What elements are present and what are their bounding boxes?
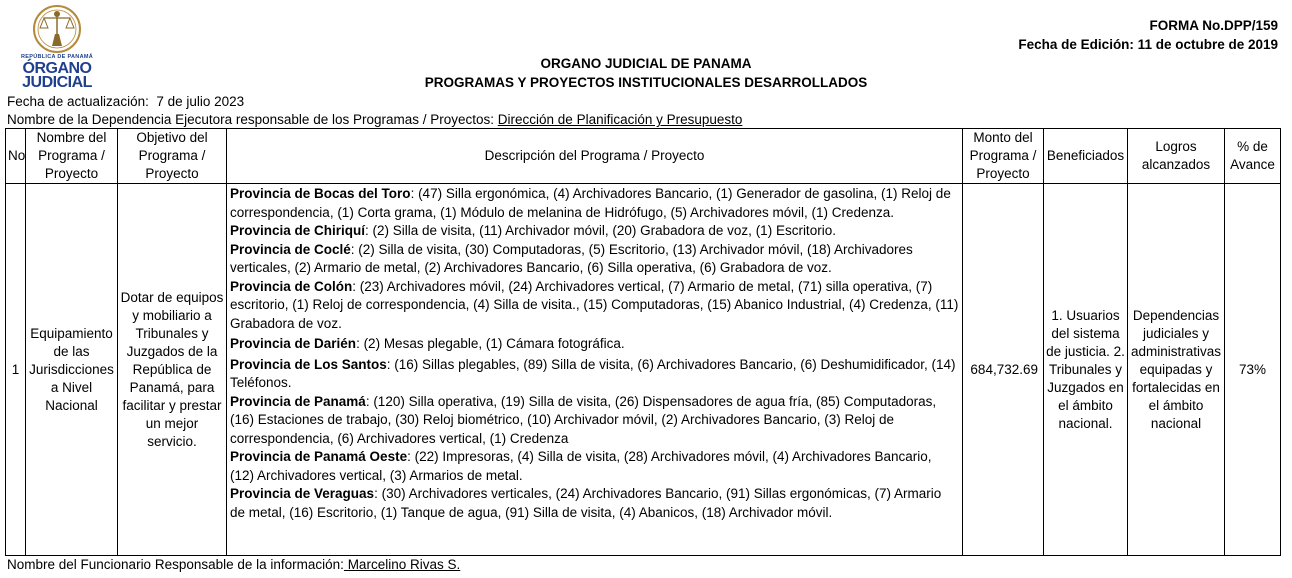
- province-name: Provincia de Bocas del Toro: [230, 186, 411, 201]
- form-number: FORMA No.DPP/159: [1149, 18, 1278, 33]
- province-entry: [230, 222, 959, 241]
- province-name: Provincia de Panamá Oeste: [230, 449, 408, 464]
- province-items: : (2) Mesas plegable, (1) Cámara fotográfica.: [356, 336, 625, 351]
- logo-small-text: REPÚBLICA DE PANAMÁ: [20, 54, 93, 60]
- update-date-line: [7, 94, 244, 109]
- cell-logros: Dependencias judiciales y administrativas equipadas y fortalecidas en el ámbito nacional: [1128, 184, 1225, 556]
- table-header-row: [6, 129, 1281, 184]
- province-items: : (23) Archivadores móvil, (24) Archivadores vertical, (7) Armario de metal, (71) silla operativa, (7) escritorio, (1) Reloj de correspondencia, (4) Silla de visita., (15) Computadoras, (15) Abanico Industrial, (4) Credenza, (11) Grabadora de voz.: [230, 278, 959, 331]
- province-items: : (22) Impresoras, (4) Silla de visita, (28) Archivadores móvil, (4) Archivadores Bancario, (12) Archivadores vertical, (3) Armarios de metal.: [230, 449, 932, 483]
- province-entry: [230, 278, 959, 334]
- cell-avance: 73%: [1225, 184, 1281, 556]
- responsible-label: Nombre del Funcionario Responsable de la información:: [7, 557, 344, 572]
- update-date-value: 7 de julio 2023: [156, 94, 245, 109]
- province-items: : (2) Silla de visita, (11) Archivador móvil, (20) Grabadora de voz, (1) Escritorio.: [365, 223, 836, 238]
- cell-objetivo: Dotar de equipos y mobiliario a Tribunales y Juzgados de la República de Panamá, para facilitar y prestar un mejor servicio.: [118, 184, 227, 556]
- province-name: Provincia de Los Santos: [230, 356, 387, 372]
- dependency-value: Dirección de Planificación y Presupuesto: [497, 112, 743, 127]
- table-row: [6, 184, 1281, 556]
- header-logros: Logros alcanzados: [1128, 129, 1225, 184]
- province-entry: [230, 393, 959, 449]
- province-items: : (120) Silla operativa, (19) Silla de visita, (26) Dispensadores de agua fría, (85) Computadoras, (16) Estaciones de trabajo, (30) Reloj biométrico, (10) Archivador móvil, (2) Archivadores Bancario, (3) Reloj de correspondencia, (6) Archivadores vertical, (1) Credenza: [230, 393, 937, 446]
- province-items: : (2) Silla de visita, (30) Computadoras, (5) Escritorio, (13) Archivador móvil, (18) Archivadores verticales, (2) Armario de metal, (2) Archivadores Bancario, (6) Silla operativa, (6) Grabadora de voz.: [230, 241, 913, 275]
- update-date-label: Fecha de actualización:: [7, 94, 149, 109]
- cell-nombre: Equipamiento de las Jurisdicciones a Nivel Nacional: [26, 184, 118, 556]
- province-entry: [230, 448, 959, 485]
- header-beneficiados: Beneficiados: [1044, 129, 1128, 184]
- cell-monto: 684,732.69: [963, 184, 1044, 556]
- responsible-official-line: [7, 557, 460, 572]
- province-name: Provincia de Chiriquí: [230, 223, 366, 238]
- logo-line1: ÓRGANO: [22, 60, 92, 77]
- province-name: Provincia de Coclé: [230, 241, 351, 257]
- header-objetivo: Objetivo del Programa / Proyecto: [118, 129, 227, 184]
- province-name: Provincia de Colón: [230, 278, 353, 294]
- cell-beneficiados: 1. Usuarios del sistema de justicia. 2. Tribunales y Juzgados en el ámbito nacional.: [1044, 184, 1128, 556]
- cell-descripcion: [227, 184, 963, 556]
- province-entry: [230, 485, 959, 522]
- header-monto: Monto del Programa / Proyecto: [963, 129, 1044, 184]
- province-items: : (30) Archivadores verticales, (24) Archivadores Bancario, (91) Sillas ergonómicas, (7) Armario de metal, (16) Escritorio, (1) Tanque de agua, (91) Silla de visita, (4) Abanicos, (18) Archivador móvil.: [230, 486, 942, 520]
- header-descripcion: Descripción del Programa / Proyecto: [227, 129, 963, 184]
- justice-scales-icon: [28, 4, 86, 54]
- province-items: : (47) Silla ergonómica, (4) Archivadores Bancario, (1) Generador de gasolina, (1) Reloj de correspondencia, (1) Corta grama, (1) Módulo de melanina de Hidrófugo, (5) Archivadores móvil, (1) Credenza.: [230, 186, 951, 220]
- header-nombre: Nombre del Programa / Proyecto: [26, 129, 118, 184]
- province-name: Provincia de Panamá: [230, 393, 366, 409]
- responsible-name: Marcelino Rivas S.: [343, 557, 461, 572]
- programs-table: [5, 128, 1281, 556]
- province-name: Provincia de Darién: [230, 336, 357, 351]
- logo-line2: JUDICIAL: [22, 74, 92, 91]
- province-entry: [230, 241, 959, 278]
- dependency-line: [7, 112, 742, 127]
- province-entry: [230, 185, 959, 222]
- province-items: : (16) Sillas plegables, (89) Silla de visita, (6) Archivadores Bancario, (6) Deshumidificador, (14) Teléfonos.: [230, 356, 956, 390]
- province-name: Provincia de Veraguas: [230, 486, 375, 501]
- cell-no: 1: [6, 184, 26, 556]
- header-avance: % de Avance: [1225, 129, 1281, 184]
- edition-date: Fecha de Edición: 11 de octubre de 2019: [1018, 37, 1278, 52]
- header-no: No: [6, 129, 26, 184]
- province-entry: [230, 335, 959, 354]
- document-subtitle: PROGRAMAS Y PROYECTOS INSTITUCIONALES DESARROLLADOS: [424, 75, 868, 90]
- province-entry: [230, 356, 959, 393]
- dependency-label: Nombre de la Dependencia Ejecutora responsable de los Programas / Proyectos:: [7, 112, 495, 127]
- document-title: ORGANO JUDICIAL DE PANAMA: [540, 56, 752, 71]
